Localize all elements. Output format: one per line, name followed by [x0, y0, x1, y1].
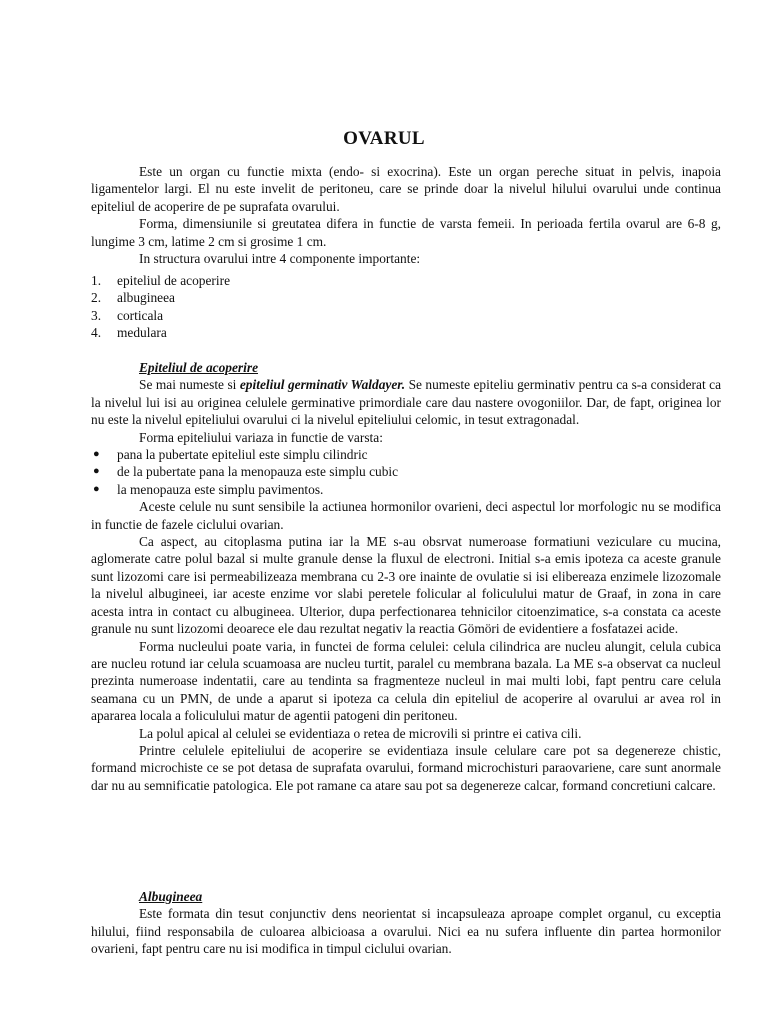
list-number: 3. [91, 307, 102, 323]
emphasis-text: epiteliul germinativ Waldayer. [239, 377, 406, 393]
text-run: Se numeste epiteliu germinativ pentru ca s-a considerat ca la nivelul lui isi au originea celulele germinative primordiale care dau nastere ovogoniilor. Dar, de fapt, originea lor nu este la nivelul epiteliului ovarului ci la nivelul epiteliului celomic, in tesut extragonadal. [91, 377, 722, 428]
section-paragraph: Printre celulele epiteliului de acoperire se evidentiaza insule celulare care pot sa degenereze chistic, formand microchiste ce se pot detasa de suprafata ovarului, formand microchisturi paraovariene, care sunt anormale dar nu au semnificatie patologica. Ele pot ramane ca atare sau pot sa degenereze calcar, formand concretiuni calcare. [91, 742, 721, 793]
list-number: 4. [91, 325, 102, 341]
list-item-label: de la pubertate pana la menopauza este simplu cubic [117, 464, 399, 480]
intro-paragraph: In structura ovarului intre 4 componente importante: [139, 251, 421, 267]
section-paragraph: Forma nucleului poate varia, in functei de forma celulei: celula cilindrica are nucleu alungit, celula cubica are nucleu rotund iar celula scuamoasa are nucleu turtit, paralel cu membrana bazala. La ME s-a observat ca nucleul prezinta numeroase indentatii, care au tendinta sa fragmenteze nucleul in mai multi lobi, fapt pentru care celula seamana cu un PMN, de unde a aparut si ipoteza ca celula din epiteliul de acoperire al ovarului ar avea rol in apararea locala a foliculului matur de agentii patogeni din peritoneu. [91, 638, 721, 724]
list-item [91, 463, 721, 480]
list-item [91, 481, 721, 498]
text-run: Se mai numeste si [139, 377, 240, 393]
list-item [91, 324, 721, 341]
section-paragraph: Este formata din tesut conjunctiv dens neorientat si incapsuleaza aproape complet organul, cu exceptia hilului, fiind responsabila de culoarea albicioasa a ovarului. Nici ea nu sufera influente din partea hormonilor ovarieni, fapt pentru care nu isi modifica in timpul ciclului ovarian. [91, 906, 721, 957]
section-paragraph: Aceste celule nu sunt sensibile la actiunea hormonilor ovarieni, deci aspectul lor morfologic nu se modifica in functie de fazele ciclului ovarian. [91, 499, 721, 532]
list-item-label: epiteliul de acoperire [117, 273, 231, 288]
list-number: 1. [91, 273, 102, 288]
section-paragraph: La polul apical al celulei se evidentiaza o retea de microvili si printre ei cativa cili. [139, 725, 582, 741]
list-item [91, 446, 721, 463]
intro-section [91, 163, 721, 267]
list-number: 2. [91, 290, 102, 306]
list-item-label: la menopauza este simplu pavimentos. [117, 481, 324, 497]
intro-paragraph: Este un organ cu functie mixta (endo- si exocrina). Este un organ pereche situat in pelvis, inapoia ligamentelor largi. El nu este invelit de peritoneu, care se prinde doar la nivelul hilului ovarului unde continua epiteliul de acoperire de pe suprafata ovarului. [91, 164, 721, 214]
list-item-label: albugineea [117, 290, 175, 306]
section-albugineea [91, 888, 721, 958]
list-item-label: corticala [117, 307, 164, 323]
section-epiteliul [91, 359, 721, 794]
page-title: OVARUL [343, 128, 425, 149]
components-list [91, 272, 721, 342]
section-paragraph: Forma epiteliului variaza in functie de varsta: [139, 429, 383, 445]
section-heading: Epiteliul de acoperire [139, 360, 259, 375]
list-item [91, 307, 721, 324]
list-item-label: medulara [117, 325, 167, 341]
age-forms-list [91, 446, 721, 498]
list-item [91, 272, 721, 289]
intro-paragraph: Forma, dimensiunile si greutatea difera in functie de varsta femeii. In perioada fertila ovarul are 6-8 g, lungime 3 cm, latime 2 cm si grosime 1 cm. [91, 216, 721, 249]
bullet-icon: ● [93, 465, 100, 478]
bullet-icon: ● [93, 482, 100, 495]
components-list-block [91, 272, 721, 342]
list-item [91, 289, 721, 306]
section-heading: Albugineea [139, 889, 203, 904]
list-item-label: pana la pubertate epiteliul este simplu cilindric [117, 447, 368, 463]
section-paragraph [91, 376, 721, 428]
bullet-icon: ● [93, 448, 100, 461]
section-paragraph: Ca aspect, au citoplasma putina iar la ME s-au obsrvat numeroase formatiuni veziculare cu mucina, aglomerate catre polul bazal si multe granule dense la fluxul de electroni. Initial s-a emis ipoteza ca aceste granule sunt lizozomi care isi permeabilizeaza membrana cu 2-3 ore inainte de ovulatie si isi elibereaza enzimele lizozomale la nivelul albugineei, iar aceste enzime vor slabi peretele folicular al foliculului matur de Graaf, in zona in care acesta intra in contact cu albugineea. Ulterior, dupa perfectionarea tehnicilor citoenzimatice, s-a constata ca aceste granule nu sunt lizozomi deoarece ele dau rezultat negativ la reactia Gömöri de evidentiere a fosfatazei acide. [91, 534, 721, 637]
